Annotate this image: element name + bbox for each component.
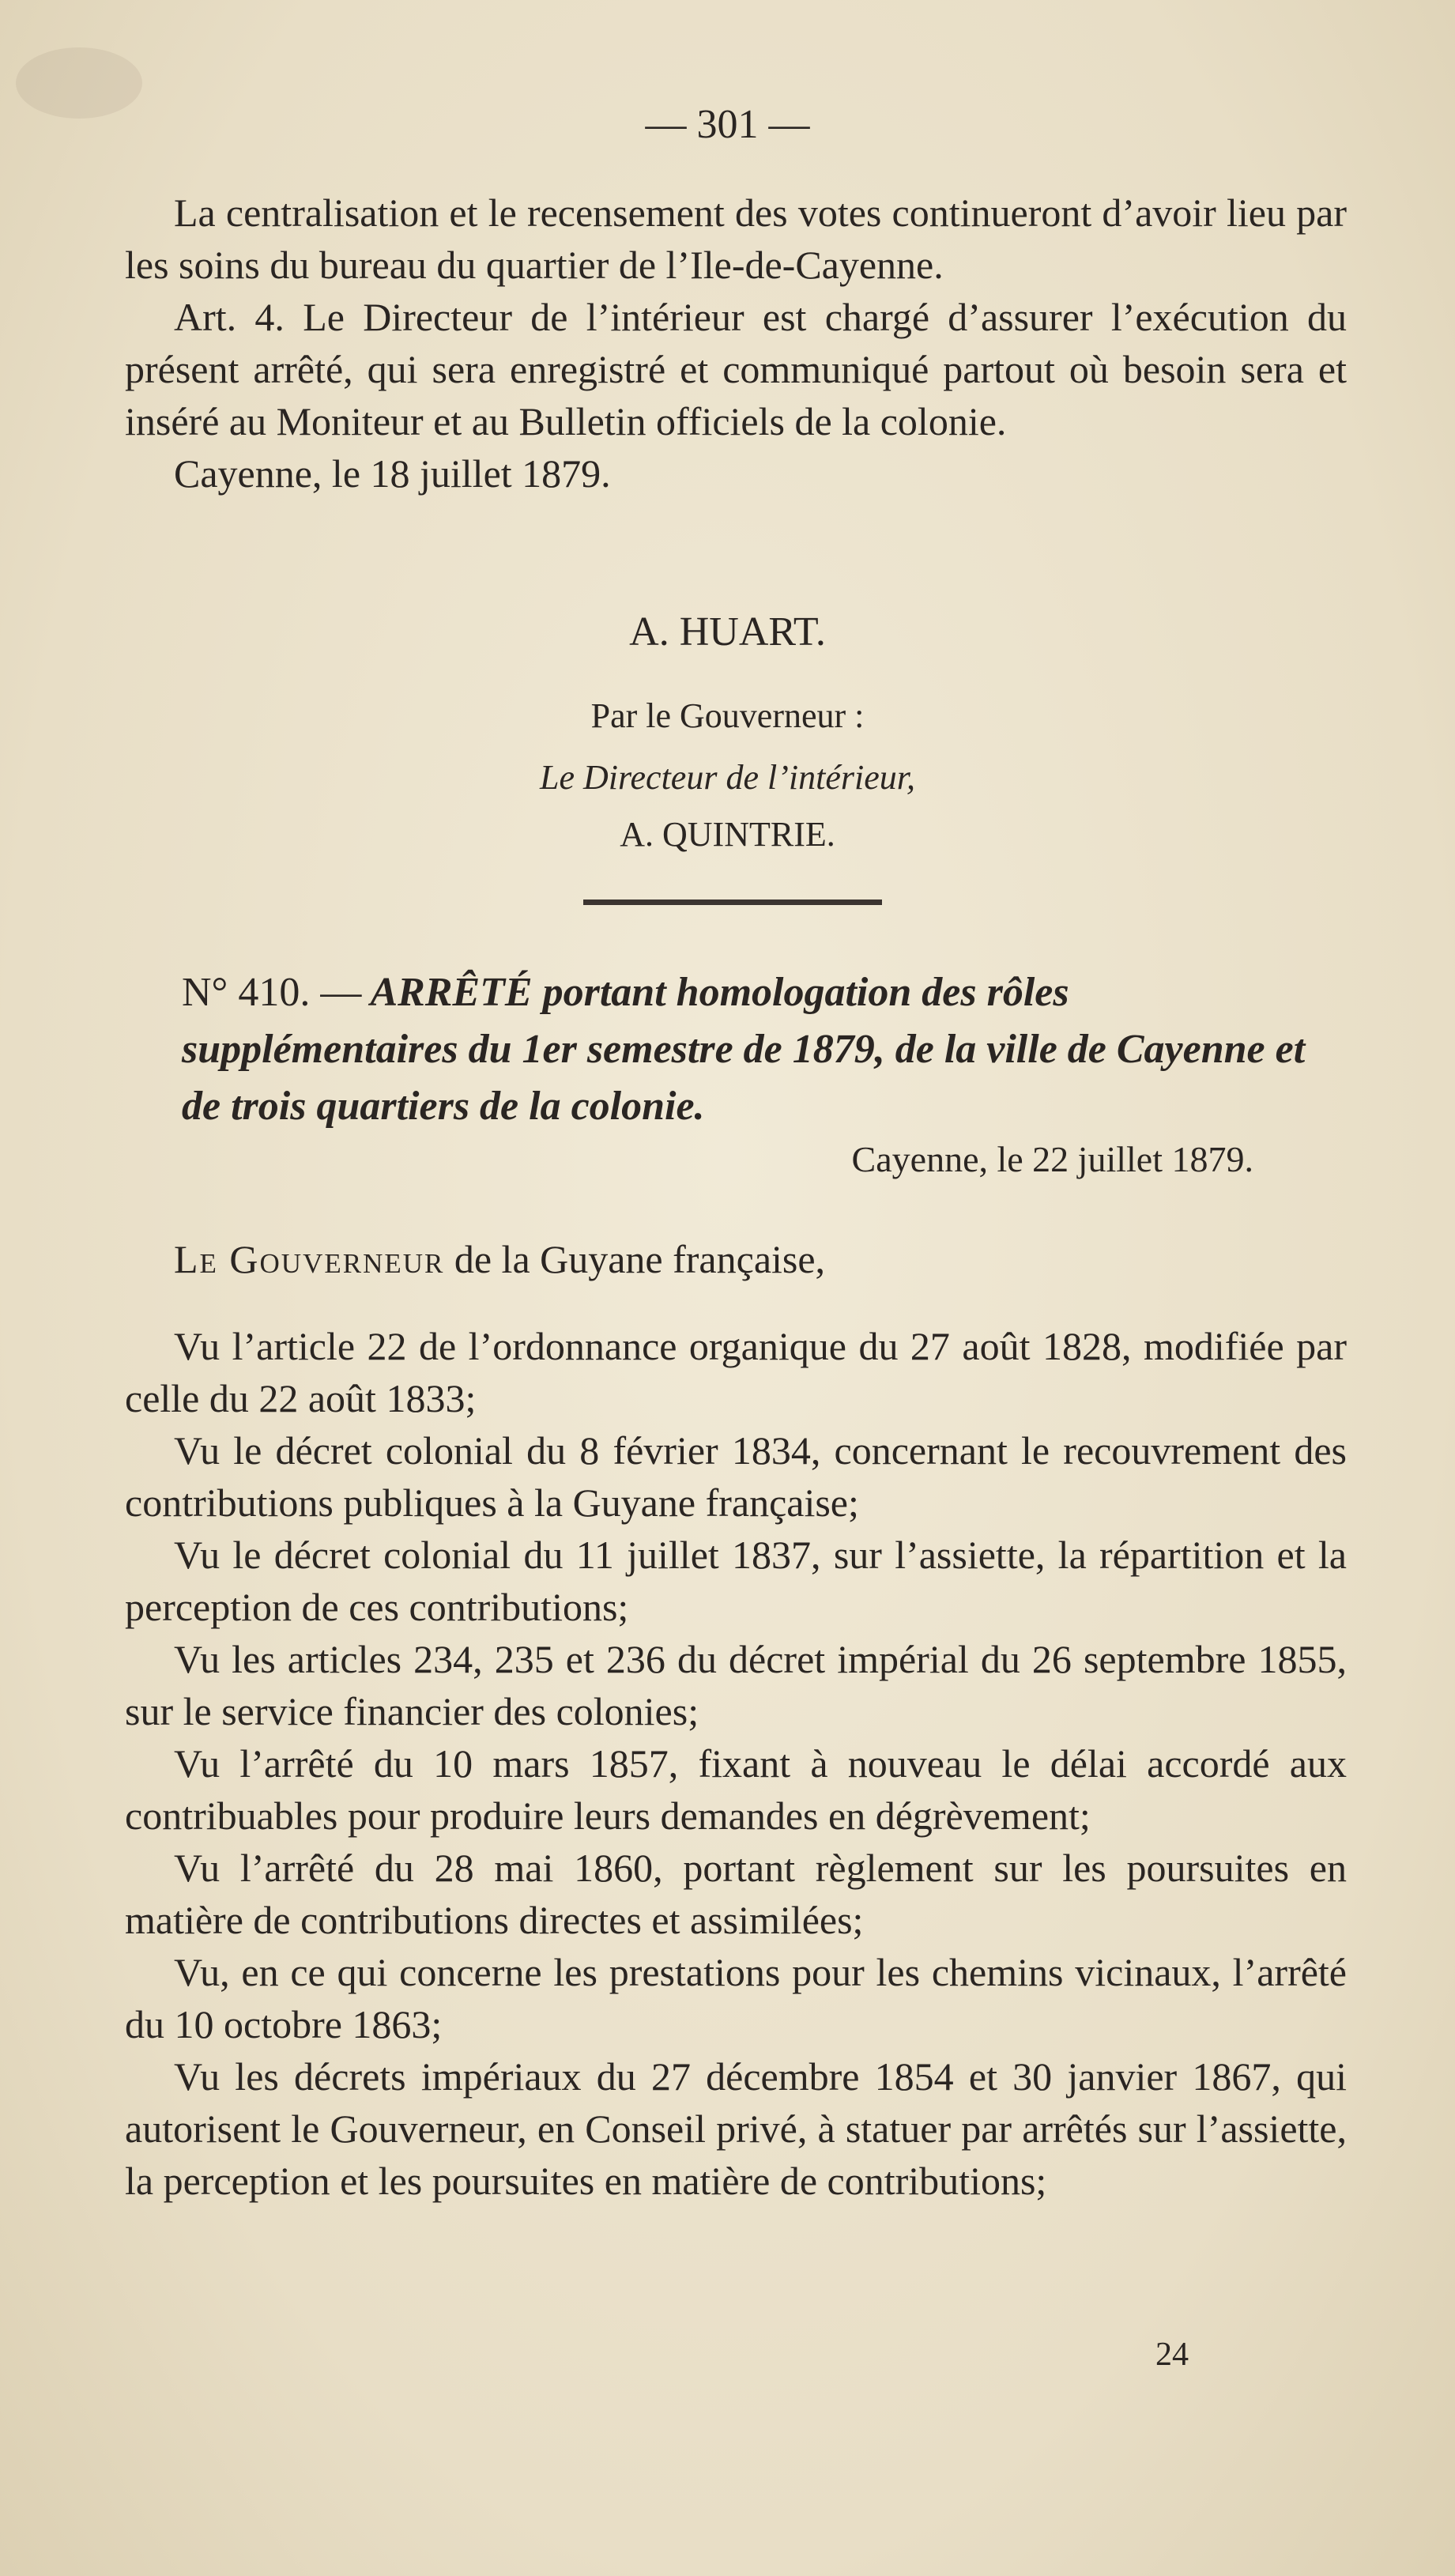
consideration: Vu l’arrêté du 28 mai 1860, portant règlement sur les poursuites en matière de contributions directes et assimilées; (125, 1846, 1347, 1942)
arrete-date: Cayenne, le 22 juillet 1879. (851, 1139, 1253, 1179)
consideration: Vu le décret colonial du 11 juillet 1837, sur l’assiette, la répartition et la perception de ces contributions; (125, 1533, 1347, 1629)
governor-label: Le Gouverneur (174, 1237, 445, 1281)
arrete-heading: ARRÊTÉ portant homologation des rôles supplémentaires du 1er semestre de 1879, de la ville de Cayenne et de trois quartiers de la colonie. (182, 970, 1306, 1129)
considerations (125, 1320, 1347, 2207)
consideration: Vu les décrets impériaux du 27 décembre 1854 et 30 janvier 1867, qui autorisent le Gouverneur, en Conseil privé, à statuer par arrêtés sur l’assiette, la perception et les poursuites en matière de contributions; (125, 2054, 1347, 2203)
arrete-number: N° 410. — (182, 970, 362, 1015)
signature-name: A. HUART. (629, 609, 826, 654)
signature-role: Le Directeur de l’intérieur, (540, 758, 915, 797)
paragraph: La centralisation et le recensement des votes continueront d’avoir lieu par les soins du bureau du quartier de l’Ile-de-Cayenne. (125, 190, 1347, 287)
signature-name2: A. QUINTRIE. (620, 815, 835, 854)
consideration: Vu l’article 22 de l’ordonnance organique du 27 août 1828, modifiée par celle du 22 août 1833; (125, 1324, 1347, 1420)
paragraph: Art. 4. Le Directeur de l’intérieur est chargé d’assurer l’exécution du présent arrêté, qui sera enregistré et communiqué partout où besoin sera et inséré au Moniteur et au Bulletin officiels de la colonie. (125, 295, 1347, 443)
governor-rest: de la Guyane française, (444, 1237, 826, 1281)
governor-line (125, 1233, 1347, 1285)
consideration: Vu l’arrêté du 10 mars 1857, fixant à nouveau le délai accordé aux contribuables pour produire leurs demandes en dégrèvement; (125, 1741, 1347, 1838)
consideration: Vu, en ce qui concerne les prestations pour les chemins vicinaux, l’arrêté du 10 octobre 1863; (125, 1950, 1347, 2046)
consideration: Vu le décret colonial du 8 février 1834, concernant le recouvrement des contributions publiques à la Guyane française; (125, 1428, 1347, 1525)
signature-mark: 24 (1155, 2337, 1189, 2373)
separator-rule (583, 900, 882, 905)
intro-text (125, 187, 1347, 500)
page-number: — 301 — (645, 102, 810, 147)
paragraph: Cayenne, le 18 juillet 1879. (174, 451, 611, 496)
arrete-title (182, 964, 1347, 1135)
consideration: Vu les articles 234, 235 et 236 du décret impérial du 26 septembre 1855, sur le service financier des colonies; (125, 1637, 1347, 1733)
signature-by: Par le Gouverneur : (590, 696, 865, 735)
